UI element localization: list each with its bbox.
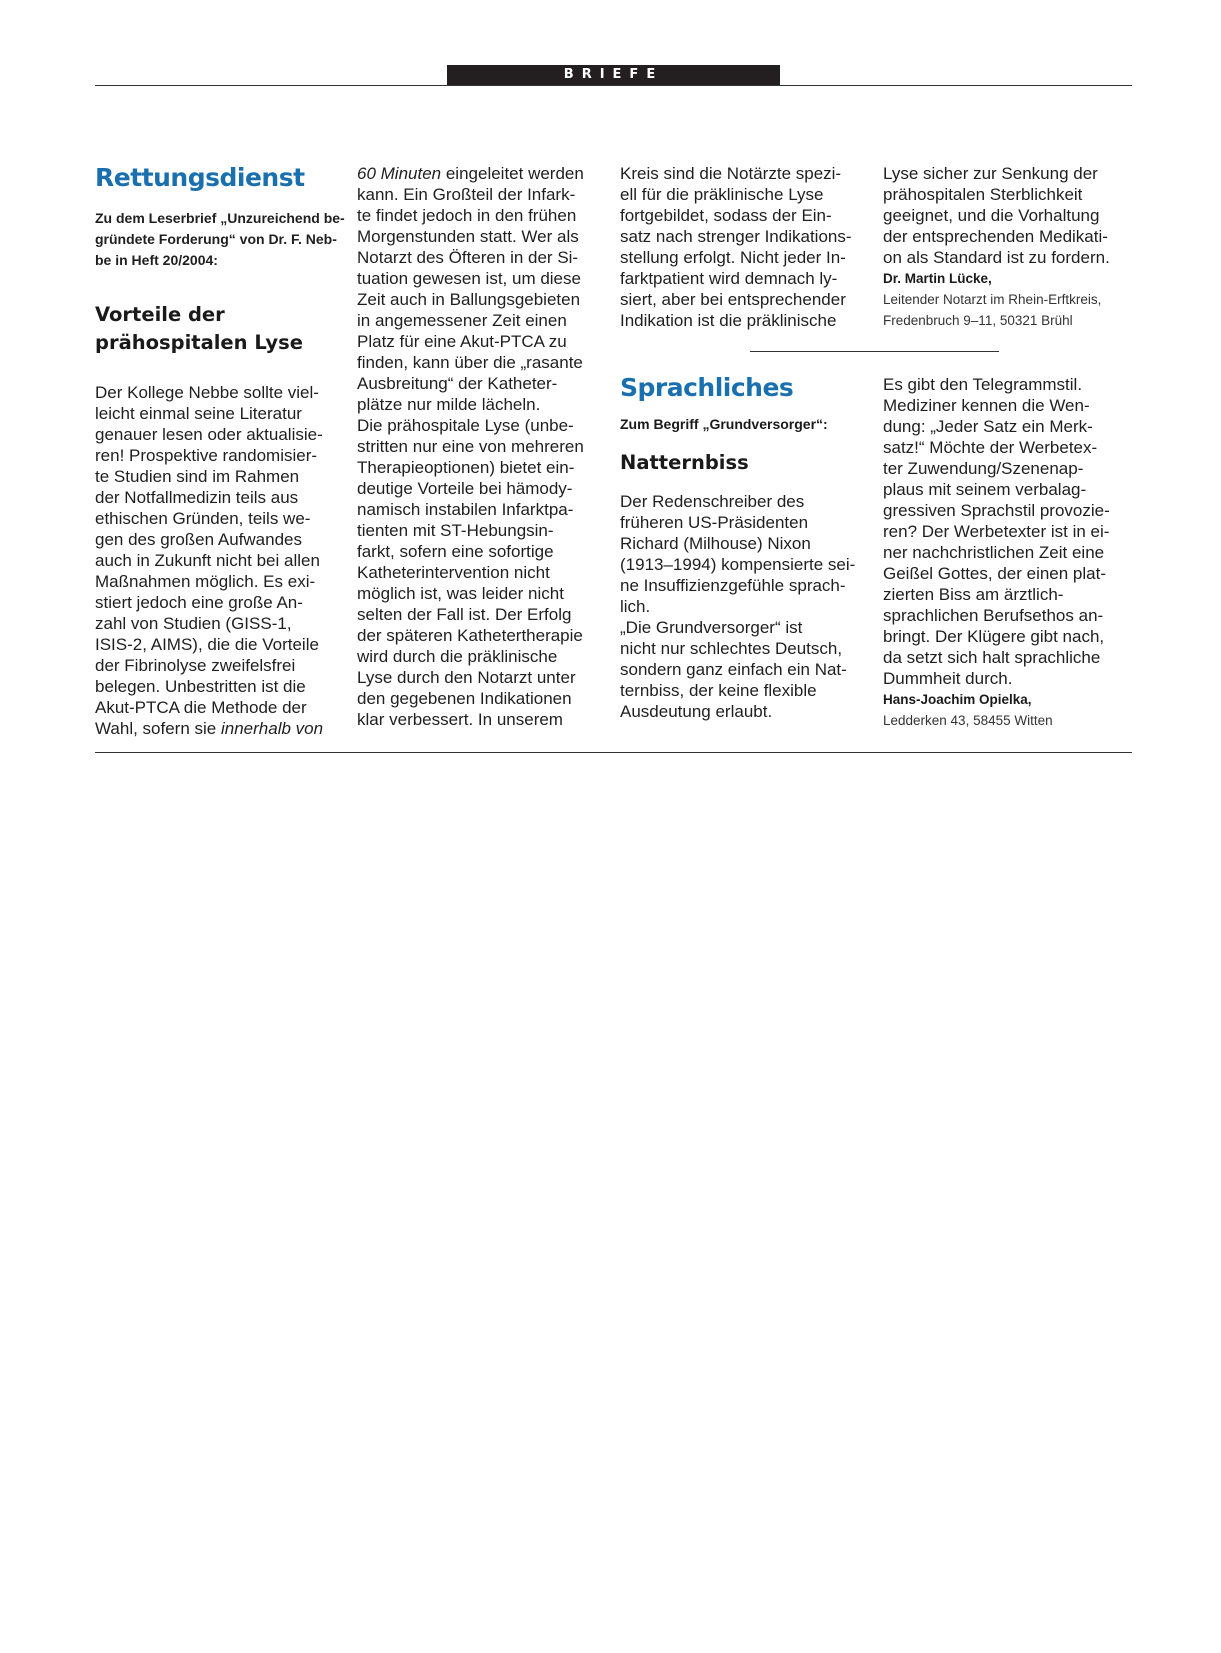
article-intro-rettungsdienst: Zu dem Leserbrief „Unzureichend be- gründete Forderung“ von Dr. F. Neb- be in Heft 20/2004: <box>95 210 345 268</box>
article-rettungsdienst-column-2 <box>357 163 610 730</box>
article-rettungsdienst-column-1 <box>95 160 345 739</box>
author-affiliation: Leitender Notarzt im Rhein-Erftkreis, <box>883 292 1102 307</box>
article-separator-rule <box>750 351 999 352</box>
article-sprachliches-column-1 <box>620 370 873 722</box>
author-address: Fredenbruch 9–11, 50321 Brühl <box>883 313 1073 328</box>
body-text-col4: Lyse sicher zur Senkung der prähospitalen Sterblichkeit geeignet, und die Vorhaltung der entsprechenden Medikati- on als Standard ist zu fordern. <box>883 164 1110 267</box>
body-text-italic: 60 Minuten <box>357 164 442 183</box>
body-text-col1: Der Kollege Nebbe sollte viel- leicht einmal seine Literatur genauer lesen oder aktualisie- ren! Prospektive randomisier- te Studien sind im Rahmen der Notfallmedizin teils aus ethischen Gründen, teils we- gen des großen Aufwandes auch in Zukunft nicht bei allen Maßnahmen möglich. Es exi- stiert jedoch eine große An- zahl von Studien (GISS-1, ISIS-2, AIMS), die die Vorteile der Fibrinolyse zweifelsfrei belegen. Unbestritten ist die Akut-PTCA die Methode der Wahl, sofern sie <box>95 383 323 738</box>
body-text-col2: eingeleitet werden kann. Ein Großteil der Infark- te findet jedoch in den frühen Morgenstunden statt. Wer als Notarzt des Öfteren in der Si- tuation gewesen ist, um diese Zeit auch in Ballungsgebieten in angemessener Zeit einen Platz für eine Akut-PTCA zu finden, kann über die „rasante Ausbreitung“ der Katheter- plätze nur milde lächeln. Die prähospitale Lyse (unbe- stritten nur eine von mehreren Therapieoptionen) bietet ein- deutige Vorteile bei hämody- namisch instabilen Infarktpa- tienten mit ST-Hebungsin- farkt, sofern eine sofortige Katheterintervention nicht möglich ist, was leider nicht selten der Fall ist. Der Erfolg der späteren Kathetertherapie wird durch die präklinische Lyse durch den Notarzt unter den gegebenen Indikationen klar verbessert. In unserem <box>357 164 584 729</box>
body-text-col3: Kreis sind die Notärzte spezi- ell für die präklinische Lyse fortgebildet, sodass der Ein- satz nach strenger Indikations- stellung erfolgt. Nicht jeder In- farktpatient wird demnach ly- siert, aber bei entsprechender Indikation ist die präklinische <box>620 164 852 330</box>
article-sprachliches-column-2 <box>883 374 1136 731</box>
body-text-sprachliches-col1: Der Redenschreiber des früheren US-Präsidenten Richard (Milhouse) Nixon (1913–1994) kompensierte sei- ne Insuffizienzgefühle sprach- lich. „Die Grundversorger“ ist nicht nur schlechtes Deutsch, sondern ganz einfach ein Nat- ternbiss, der keine flexible Ausdeutung erlaubt. <box>620 492 856 721</box>
body-paragraph <box>95 382 345 739</box>
footer-rule <box>95 752 1132 753</box>
header-rule <box>95 85 1132 86</box>
body-text-italic: innerhalb von <box>220 719 324 738</box>
subheadline-natternbiss: Natternbiss <box>620 451 749 474</box>
subheadline-line-1: Vorteile der <box>95 303 225 326</box>
subheadline-line-2: prähospitalen Lyse <box>95 331 303 354</box>
author-name: Hans-Joachim Opielka, <box>883 692 1032 707</box>
body-paragraph <box>357 163 610 730</box>
author-address: Ledderken 43, 58455 Witten <box>883 713 1053 728</box>
article-title-sprachliches: Sprachliches <box>620 373 794 402</box>
author-name: Dr. Martin Lücke, <box>883 271 992 286</box>
article-rettungsdienst-column-3 <box>620 163 873 331</box>
article-intro-sprachliches: Zum Begriff „Grundversorger“: <box>620 416 828 432</box>
body-text-sprachliches-col2: Es gibt den Telegrammstil. Mediziner kennen die Wen- dung: „Jeder Satz ein Merk- satz!“ Möchte der Werbetex- ter Zuwendung/Szenenap- plaus mit seinem verbalag- gressiven Sprachstil provozie- ren? Der Werbetexter ist in ei- ner nachchristlichen Zeit eine Geißel Gottes, der einen plat- zierten Biss am ärztlich- sprachlichen Berufsethos an- bringt. Der Klügere gibt nach, da setzt sich halt sprachliche Dummheit durch. <box>883 375 1110 688</box>
section-header-label: BRIEFE <box>447 65 780 85</box>
article-title-rettungsdienst: Rettungsdienst <box>95 163 305 192</box>
article-rettungsdienst-column-4 <box>883 163 1136 331</box>
